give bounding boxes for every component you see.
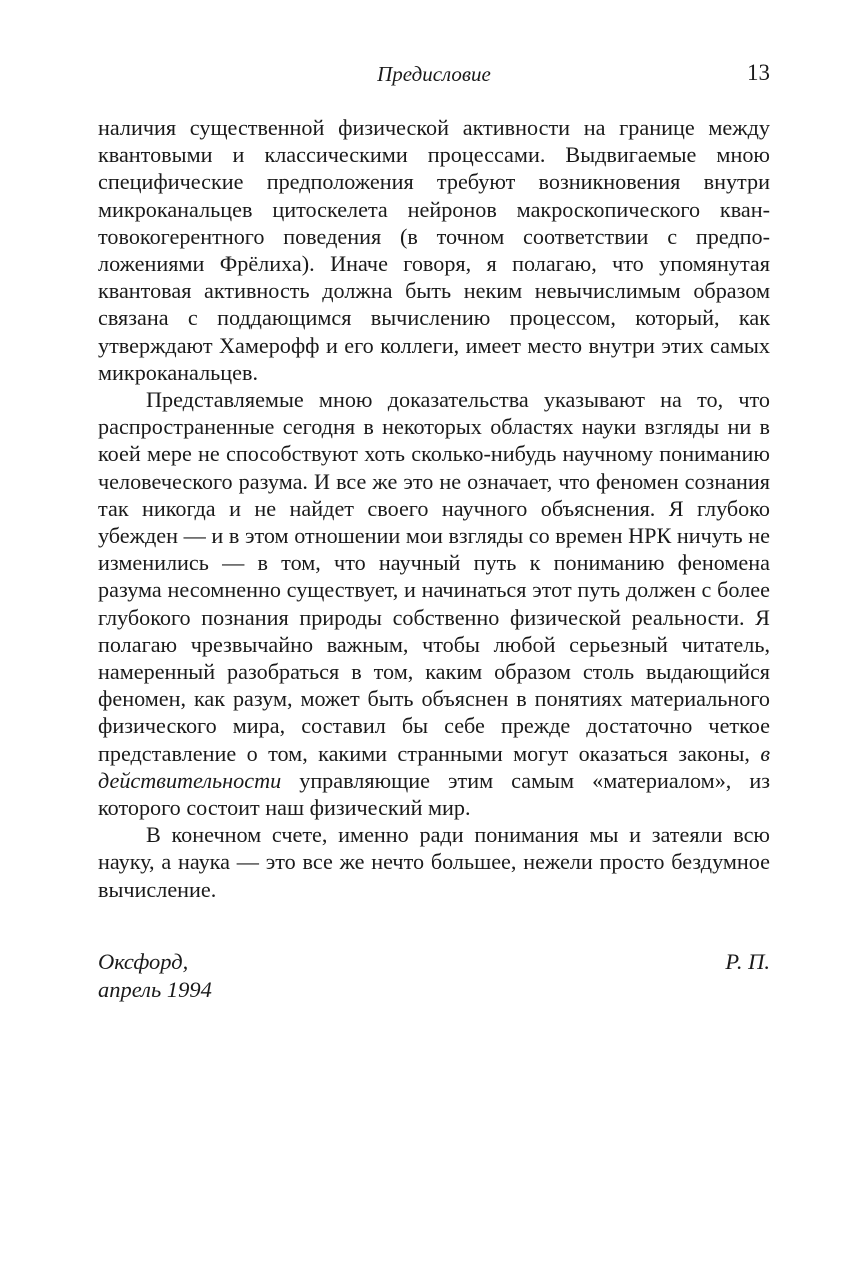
paragraph-3: В конечном счете, именно ради понимания мы и затеяли всю науку, а наука — это все же нечто большее, нежели просто бездумное вычисление. [98, 822, 770, 902]
signature-date: апрель 1994 [98, 976, 212, 1002]
paragraph-2-text-b: управляющие этим самым «материалом», из которого состоит наш физический мир. [98, 767, 770, 821]
paragraph-2-emphasis: в действительности [98, 740, 770, 793]
paragraph-1: наличия существенной физической активности на границе между квантовыми и классическими процессами. Выдвигаемые мною специфические предположения требуют возникновения внутри микроканальцев цитоскелета нейронов макроскопического квантовокогерентного поведения (в точном соответствии с предположениями Фрёлиха). Иначе говоря, я полагаю, что упомянутая квантовая активность должна быть неким невычислимым образом связана с поддающимся вычислению процессом, который, как утверждают Хамерофф и его коллеги, имеет место внутри этих самых микроканальцев. [98, 115, 770, 385]
page-number: 13 [747, 60, 770, 85]
signature-place: Оксфорд, [98, 948, 189, 974]
paragraph-2-text-a: Представляемые мною доказательства указывают на то, что распространенные сегодня в некоторых областях науки взгляды ни в коей мере не способствуют хоть сколько-нибудь научному пониманию человеческого разума. И все же это не означает, что феномен сознания так никогда и не найдет своего научного объяснения. Я глубоко убежден — и в этом отношении мои взгляды со времен НРК ничуть не изменились — в том, что научный путь к пониманию феномена разума несомненно существует, и начинаться этот путь должен с более глубокого познания природы собственно физической реальности. Я полагаю чрезвычайно важным, чтобы любой серьезный читатель, намеренный разобраться в том, каким образом столь выдающийся феномен, как разум, может быть объяснен в понятиях материального физического мира, составил бы себе прежде достаточно четкое представление о том, какими странными могут оказаться законы, [98, 387, 770, 766]
running-head [98, 60, 770, 92]
signature-block [98, 948, 770, 1004]
running-title: Предисловие [377, 62, 491, 86]
paragraph-2 [98, 386, 770, 821]
body-text [98, 114, 770, 903]
signature-initials: Р. П. [725, 948, 770, 974]
book-page [98, 60, 770, 1004]
